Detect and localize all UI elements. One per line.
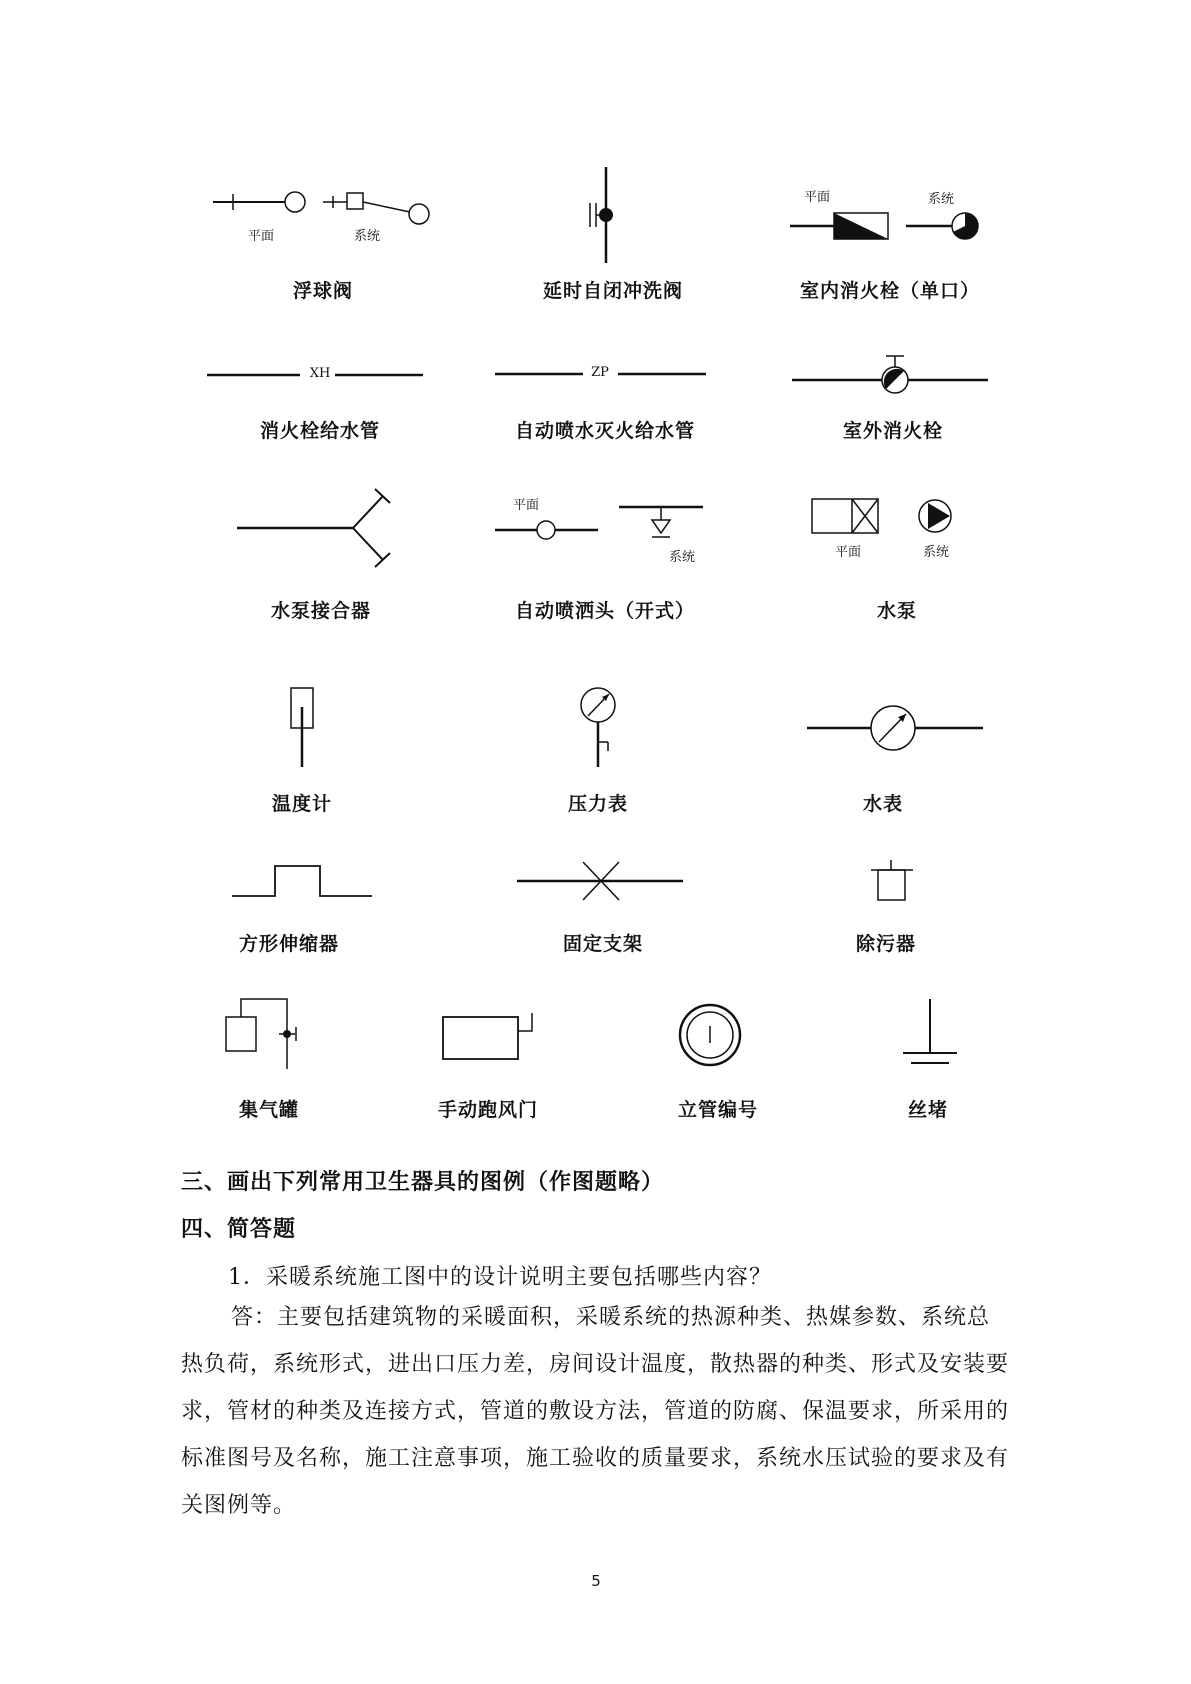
square-compensator-symbol bbox=[230, 862, 375, 900]
riser-number-symbol bbox=[675, 1000, 745, 1070]
sprinkler-pipe-code: ZP bbox=[591, 365, 609, 380]
delay-flush-valve-symbol bbox=[570, 165, 640, 265]
dirt-separator-label: 除污器 bbox=[855, 933, 917, 955]
manual-vent-label: 手动跑风门 bbox=[437, 1099, 539, 1121]
indoor-hydrant-plan-label: 平面 bbox=[803, 190, 831, 205]
pressure-gauge-label: 压力表 bbox=[567, 793, 629, 815]
thermometer-symbol bbox=[285, 685, 325, 771]
air-collector-label: 集气罐 bbox=[238, 1099, 300, 1121]
water-pump-label: 水泵 bbox=[876, 600, 918, 622]
hydrant-pipe-code: XH bbox=[309, 366, 331, 381]
float-valve-symbol bbox=[205, 180, 435, 250]
thermometer-label: 温度计 bbox=[271, 793, 333, 815]
plug-symbol bbox=[895, 995, 965, 1070]
delay-flush-valve-label: 延时自闭冲洗阀 bbox=[542, 280, 684, 302]
open-sprinkler-system-label: 系统 bbox=[668, 550, 696, 565]
water-meter-symbol bbox=[805, 700, 985, 756]
outdoor-hydrant-label: 室外消火栓 bbox=[842, 420, 944, 442]
indoor-hydrant-symbol bbox=[788, 205, 988, 255]
outdoor-hydrant-symbol bbox=[790, 350, 990, 400]
fixed-support-symbol bbox=[515, 858, 685, 904]
section3-heading: 三、画出下列常用卫生器具的图例（作图题略） bbox=[181, 1170, 665, 1195]
open-sprinkler-symbol bbox=[493, 500, 708, 550]
float-valve-system-label: 系统 bbox=[353, 229, 381, 244]
sprinkler-pipe-label: 自动喷水灭火给水管 bbox=[514, 420, 696, 442]
float-valve-plan-label: 平面 bbox=[247, 229, 275, 244]
water-pump-symbol bbox=[810, 495, 990, 540]
plug-label: 丝堵 bbox=[907, 1099, 949, 1121]
open-sprinkler-label: 自动喷洒头（开式） bbox=[514, 600, 696, 622]
page-number: 5 bbox=[591, 1572, 601, 1590]
manual-vent-symbol bbox=[440, 1005, 540, 1065]
riser-number-label: 立管编号 bbox=[677, 1099, 759, 1121]
hydrant-pipe-label: 消火栓给水管 bbox=[259, 420, 381, 442]
square-compensator-label: 方形伸缩器 bbox=[238, 933, 340, 955]
float-valve-label: 浮球阀 bbox=[292, 280, 354, 302]
answer-1: 答：主要包括建筑物的采暖面积，采暖系统的热源种类、热媒参数、系统总热负荷，系统形式，进出口压力差，房间设计温度，散热器的种类、形式及安装要求，管材的种类及连接方式，管道的敷设方法，管道的防腐、保温要求，所采用的标准图号及名称，施工注意事项，施工验收的质量要求，系统水压试验的要求及有关图例等。 bbox=[181, 1305, 1010, 1518]
pump-connector-symbol bbox=[235, 486, 395, 570]
section4-heading: 四、简答题 bbox=[181, 1217, 297, 1242]
air-collector-symbol bbox=[222, 995, 307, 1073]
indoor-hydrant-label: 室内消火栓（单口） bbox=[799, 280, 981, 302]
water-pump-plan-label: 平面 bbox=[834, 545, 862, 560]
water-pump-system-label: 系统 bbox=[922, 545, 950, 560]
question-1: 1．采暖系统施工图中的设计说明主要包括哪些内容？ bbox=[228, 1265, 772, 1290]
pump-connector-label: 水泵接合器 bbox=[270, 600, 372, 622]
open-sprinkler-plan-label: 平面 bbox=[512, 498, 540, 513]
water-meter-label: 水表 bbox=[862, 793, 904, 815]
pressure-gauge-symbol bbox=[578, 685, 628, 771]
fixed-support-label: 固定支架 bbox=[562, 933, 644, 955]
indoor-hydrant-system-label: 系统 bbox=[927, 192, 955, 207]
dirt-separator-symbol bbox=[868, 858, 918, 904]
